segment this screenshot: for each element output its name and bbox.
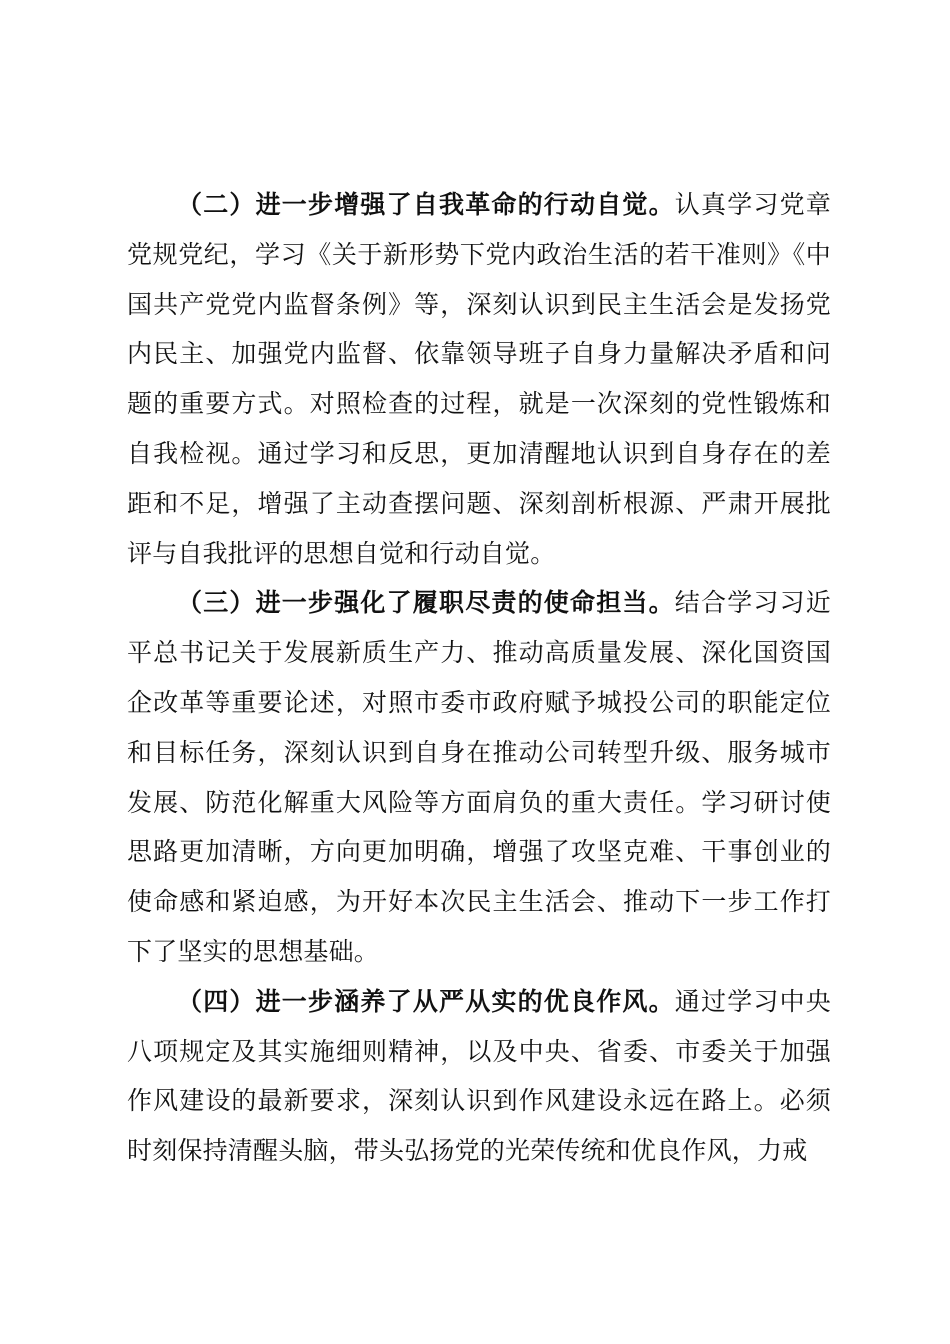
document-body xyxy=(127,180,831,1176)
section-3-heading: （三）进一步强化了履职尽责的使命担当。 xyxy=(177,588,675,618)
paragraph-section-3 xyxy=(127,578,831,976)
section-3-text: 结合学习习近平总书记关于发展新质生产力、推动高质量发展、深化国资国企改革等重要论述，对照市委市政府赋予城投公司的职能定位和目标任务，深刻认识到自身在推动公司转型升级、服务城市发展、防范化解重大风险等方面肩负的重大责任。学习研讨使思路更加清晰，方向更加明确，增强了攻坚克难、干事创业的使命感和紧迫感，为开好本次民主生活会、推动下一步工作打下了坚实的思想基础。 xyxy=(127,588,831,966)
section-2-text: 认真学习党章党规党纪，学习《关于新形势下党内政治生活的若干准则》《中国共产党党内监督条例》等，深刻认识到民主生活会是发扬党内民主、加强党内监督、依靠领导班子自身力量解决矛盾和问题的重要方式。对照检查的过程，就是一次深刻的党性锻炼和自我检视。通过学习和反思，更加清醒地认识到自身存在的差距和不足，增强了主动查摆问题、深刻剖析根源、严肃开展批评与自我批评的思想自觉和行动自觉。 xyxy=(127,190,831,568)
section-4-text: 通过学习中央八项规定及其实施细则精神，以及中央、省委、市委关于加强作风建设的最新要求，深刻认识到作风建设永远在路上。必须时刻保持清醒头脑，带头弘扬党的光荣传统和优良作风，力戒 xyxy=(127,986,831,1166)
paragraph-section-2 xyxy=(127,180,831,578)
section-4-heading: （四）进一步涵养了从严从实的优良作风。 xyxy=(177,986,675,1016)
section-2-heading: （二）进一步增强了自我革命的行动自觉。 xyxy=(177,190,675,219)
paragraph-section-4 xyxy=(127,977,831,1176)
